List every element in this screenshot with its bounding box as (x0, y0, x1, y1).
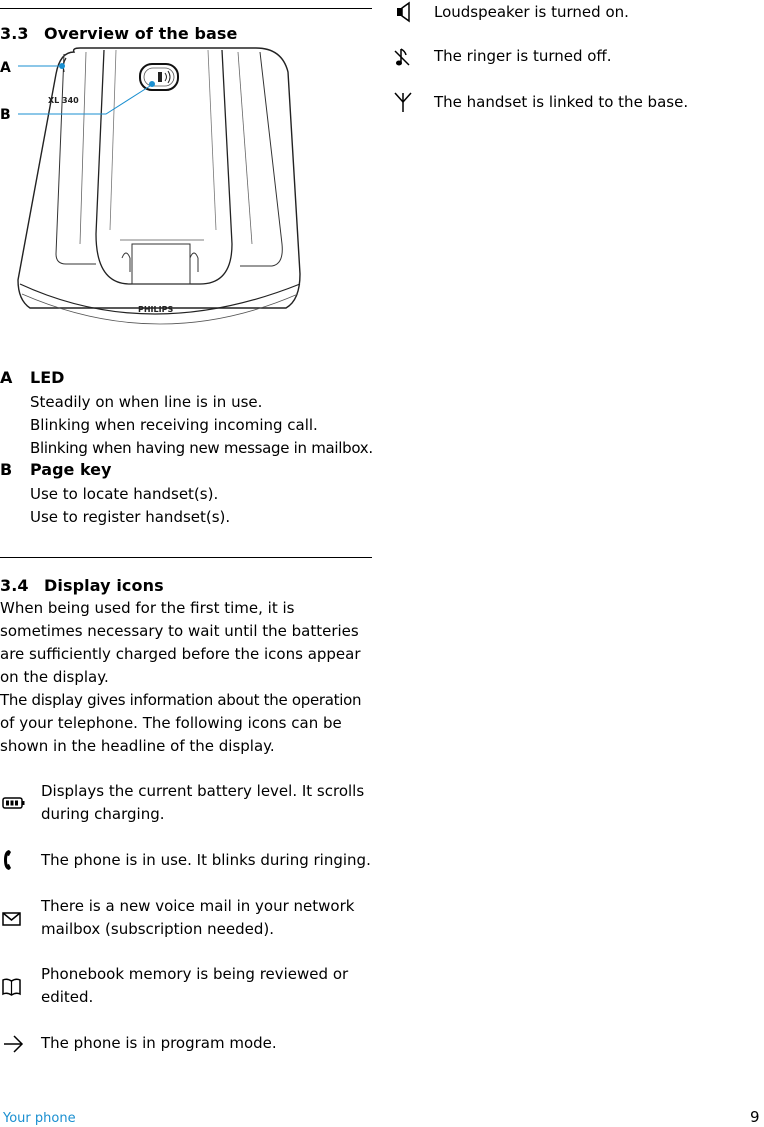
item-letter: B (0, 460, 13, 479)
description-line: The ringer is turned off. (434, 47, 612, 65)
description-line: The phone is in use. It blinks during ringing. (41, 851, 371, 869)
description-line: The phone is in program mode. (41, 1034, 277, 1052)
book-icon (0, 975, 24, 999)
item-a (0, 368, 380, 460)
section-number: 3.4 (0, 576, 29, 595)
item-line: Steadily on when line is in use. (30, 393, 263, 411)
paragraph-line: are sufficiently charged before the icons appear (0, 645, 361, 663)
icon-description (434, 45, 754, 68)
icon-description (41, 849, 381, 872)
description-line: edited. (41, 988, 94, 1006)
icon-description (41, 1032, 381, 1055)
paragraph-line: When being used for the first time, it is (0, 599, 295, 617)
paragraph-line: shown in the headline of the display. (0, 737, 275, 755)
intro-paragraph-2 (0, 689, 380, 758)
paragraph-line: of your telephone. The following icons can be (0, 714, 342, 732)
description-line: Loudspeaker is turned on. (434, 3, 629, 21)
section-number: 3.3 (0, 24, 29, 43)
envelope-icon (0, 907, 24, 931)
item-letter: A (0, 368, 13, 387)
description-line: Displays the current battery level. It scrolls (41, 782, 365, 800)
icon-description (434, 1, 754, 24)
icon-description (41, 780, 381, 826)
top-rule (0, 8, 372, 9)
description-line: The handset is linked to the base. (434, 93, 689, 111)
item-title: LED (30, 368, 65, 387)
section-title: Display icons (44, 576, 164, 595)
icon-description (41, 895, 381, 941)
item-b (0, 460, 380, 529)
item-line: Blinking when receiving incoming call. (30, 416, 318, 434)
battery-icon (2, 791, 26, 815)
loudspeaker-icon (393, 0, 417, 24)
icon-description (434, 91, 754, 114)
antenna-icon (391, 90, 415, 114)
model-label: XL 340 (48, 96, 79, 105)
callout-label-b: B (0, 107, 11, 123)
ringer-off-icon (391, 45, 415, 69)
section-title: Overview of the base (44, 24, 238, 43)
callout-label-a: A (0, 60, 11, 76)
description-line: There is a new voice mail in your network (41, 897, 355, 915)
section-heading-3-3 (0, 24, 238, 43)
base-station-figure (0, 44, 372, 344)
item-line: Use to register handset(s). (30, 508, 231, 526)
brand-label: PHILIPS (138, 305, 174, 314)
base-station-drawing (0, 44, 372, 344)
page-number: 9 (750, 1108, 760, 1126)
section-heading-3-4 (0, 576, 164, 595)
description-line: Phonebook memory is being reviewed or (41, 965, 349, 983)
icon-description (41, 963, 381, 1009)
footer-section-name: Your phone (3, 1111, 76, 1126)
description-line: during charging. (41, 805, 165, 823)
item-title: Page key (30, 460, 112, 479)
item-line: Blinking when having new message in mailbox. (30, 439, 373, 457)
arrow-right-icon (2, 1032, 26, 1056)
item-line: Use to locate handset(s). (30, 485, 219, 503)
intro-paragraph-1 (0, 597, 380, 689)
paragraph-line: sometimes necessary to wait until the batteries (0, 622, 359, 640)
description-line: mailbox (subscription needed). (41, 920, 274, 938)
paragraph-line: The display gives information about the operation (0, 691, 362, 709)
paragraph-line: on the display. (0, 668, 109, 686)
section-rule (0, 557, 372, 558)
handset-icon (0, 848, 24, 872)
